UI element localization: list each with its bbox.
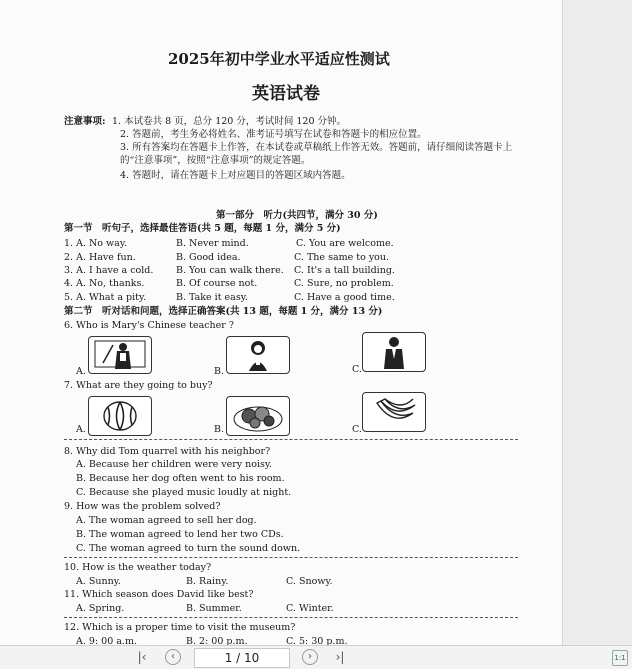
page-number-input[interactable]: 1 / 10 — [194, 648, 290, 668]
actual-size-button[interactable]: 1:1 — [612, 650, 628, 666]
q2-b: B. Good idea. — [176, 252, 241, 263]
q7-label-c: C. — [352, 424, 362, 435]
q3-a: 3. A. I have a cold. — [64, 265, 154, 276]
teacher-man-image — [362, 332, 426, 372]
note-line: 2. 答题前，考生务必将姓名、准考证号填写在试卷和答题卡的相应位置。 — [120, 129, 427, 140]
q8-option-b: B. Because her dog often went to his room. — [76, 473, 285, 484]
last-page-button[interactable]: ›| — [335, 650, 345, 664]
q1-b: B. Never mind. — [176, 238, 249, 249]
q1-a: 1. A. No way. — [64, 238, 127, 249]
viewer-gutter — [562, 0, 632, 645]
q11-stem: 11. Which season does David like best? — [64, 589, 254, 600]
previous-page-button[interactable]: ‹ — [165, 649, 181, 665]
q4-c: C. Sure, no problem. — [294, 278, 394, 289]
q1-c: C. You are welcome. — [296, 238, 394, 249]
q3-c: C. It's a tall building. — [294, 265, 395, 276]
q9-stem: 9. How was the problem solved? — [64, 501, 221, 512]
q4-a: 4. A. No, thanks. — [64, 278, 145, 289]
teacher-woman-image — [226, 336, 290, 374]
q10-option-b: B. Rainy. — [186, 576, 229, 587]
q5-b: B. Take it easy. — [176, 292, 248, 303]
section2-heading: 第二节 听对话和问题，选择正确答案(共 13 题，每题 1 分，满分 13 分) — [64, 306, 383, 317]
q8-option-c: C. Because she played music loudly at night. — [76, 487, 292, 498]
q5-c: C. Have a good time. — [294, 292, 395, 303]
note-line: 的“注意事项”，按照“注意事项”的规定答题。 — [120, 155, 311, 166]
q9-option-c: C. The woman agreed to turn the sound down. — [76, 543, 301, 554]
divider — [64, 617, 518, 618]
q12-option-a: A. 9: 00 a.m. — [76, 636, 137, 645]
section1-heading: 第一节 听句子，选择最佳答语(共 5 题，每题 1 分，满分 5 分) — [64, 223, 341, 234]
note-line: 4. 答题时，请在答题卡上对应题目的答题区域内答题。 — [120, 170, 351, 181]
q10-stem: 10. How is the weather today? — [64, 562, 212, 573]
notes-label: 注意事项: — [64, 116, 106, 127]
page-navigation-toolbar — [0, 645, 632, 669]
next-page-button[interactable]: › — [302, 649, 318, 665]
q7-label-a: A. — [76, 424, 86, 435]
divider — [64, 557, 518, 558]
q2-c: C. The same to you. — [294, 252, 390, 263]
q8-stem: 8. Why did Tom quarrel with his neighbor? — [64, 446, 271, 457]
divider — [64, 439, 518, 440]
q11-option-a: A. Spring. — [76, 603, 125, 614]
q7-stem: 7. What are they going to buy? — [64, 380, 213, 391]
q10-option-a: A. Sunny. — [76, 576, 121, 587]
q9-option-b: B. The woman agreed to lend her two CDs. — [76, 529, 284, 540]
teacher-blackboard-image — [88, 336, 152, 374]
q11-option-b: B. Summer. — [186, 603, 242, 614]
q6-label-a: A. — [76, 366, 86, 377]
bananas-image — [362, 392, 426, 432]
q6-stem: 6. Who is Mary's Chinese teacher ? — [64, 320, 234, 331]
q4-b: B. Of course not. — [176, 278, 258, 289]
q12-option-b: B. 2: 00 p.m. — [186, 636, 248, 645]
q6-label-b: B. — [214, 366, 225, 377]
fruit-plate-image — [226, 396, 290, 436]
q10-option-c: C. Snowy. — [286, 576, 333, 587]
part1-heading: 第一部分 听力(共四节，满分 30 分) — [216, 210, 378, 221]
q8-option-a: A. Because her children were very noisy. — [76, 459, 273, 470]
q12-stem: 12. Which is a proper time to visit the museum? — [64, 622, 296, 633]
q11-option-c: C. Winter. — [286, 603, 334, 614]
q6-label-c: C. — [352, 364, 362, 375]
q7-label-b: B. — [214, 424, 225, 435]
exam-subject: 英语试卷 — [252, 84, 320, 104]
q12-option-c: C. 5: 30 p.m. — [286, 636, 348, 645]
watermelon-image — [88, 396, 152, 436]
q2-a: 2. A. Have fun. — [64, 252, 136, 263]
q9-option-a: A. The woman agreed to sell her dog. — [76, 515, 257, 526]
first-page-button[interactable]: |‹ — [137, 650, 147, 664]
q3-b: B. You can walk there. — [176, 265, 284, 276]
note-line: 3. 所有答案均在答题卡上作答，在本试卷或草稿纸上作答无效。答题前，请仔细阅读答题卡上 — [120, 142, 513, 153]
q5-a: 5. A. What a pity. — [64, 292, 147, 303]
note-line: 1. 本试卷共 8 页，总分 120 分，考试时间 120 分钟。 — [112, 116, 347, 127]
exam-title: 2025年初中学业水平适应性测试 — [168, 50, 390, 68]
